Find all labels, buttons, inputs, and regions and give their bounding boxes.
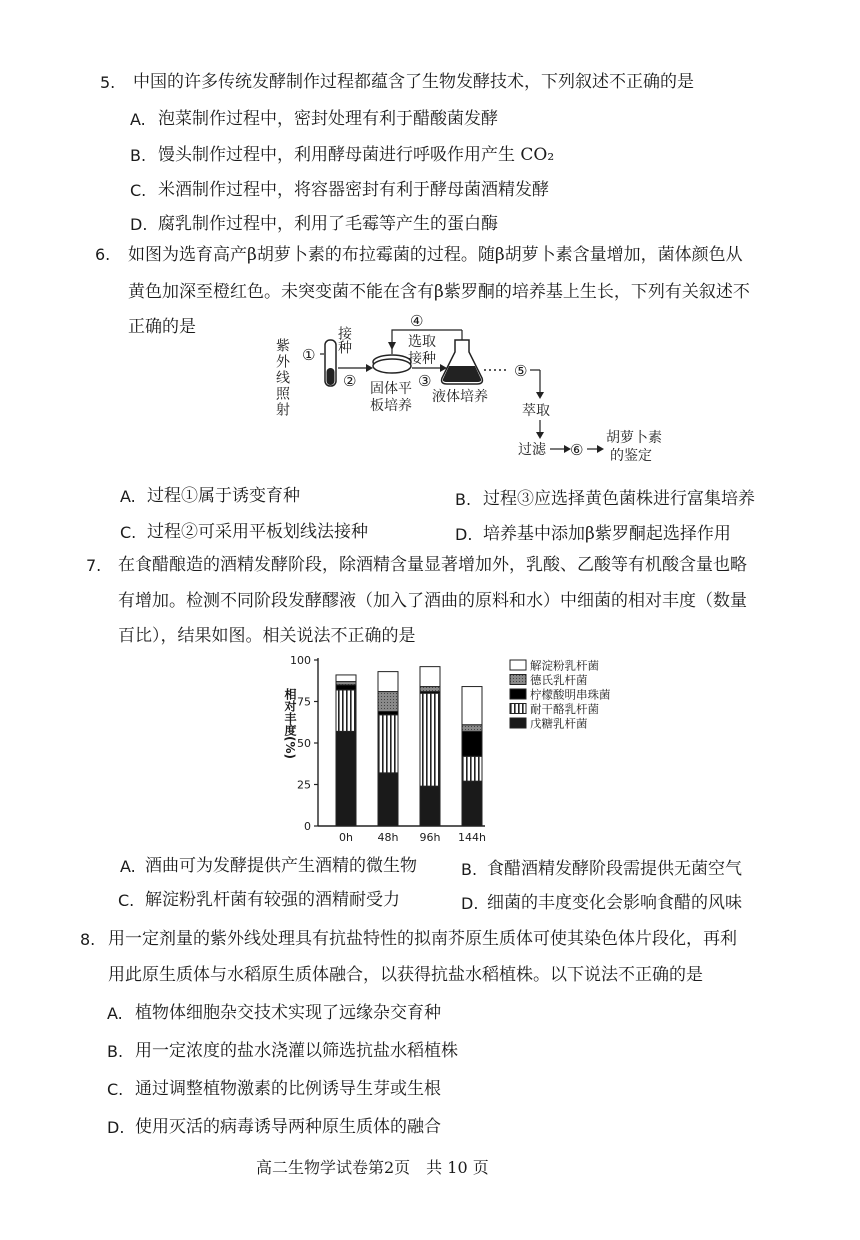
legend-swatch (510, 675, 526, 685)
carotene-label-line1: 胡萝卜素 (606, 430, 662, 446)
bar-segment (462, 756, 482, 781)
option-text: 过程①属于诱变育种 (147, 486, 300, 506)
step-1-label: ① (302, 346, 316, 364)
step-6-label: ⑥ (570, 441, 584, 459)
bar-segment (378, 715, 398, 773)
option-text: 过程③应选择黄色菌株进行富集培养 (483, 489, 755, 509)
bar-segment (462, 687, 482, 725)
petri-dish-icon (373, 355, 411, 373)
bar-segment (420, 687, 440, 692)
select-label-line2: 接种 (408, 351, 436, 367)
abundance-stacked-bar-chart (270, 648, 630, 846)
filter-label: 过滤 (518, 442, 546, 458)
bar-segment (462, 731, 482, 756)
question-stem: 中国的许多传统发酵制作过程都蕴含了生物发酵技术，下列叙述不正确的是 (133, 72, 694, 92)
legend-swatch (510, 689, 526, 699)
bar-segment (336, 731, 356, 826)
question-stem-line: 黄色加深至橙红色。未突变菌不能在含有β紫罗酮的培养基上生长，下列有关叙述不 (128, 282, 750, 302)
option-key: B. (130, 146, 147, 165)
question-number: 8. (80, 930, 96, 949)
legend-label: 戊糖乳杆菌 (530, 716, 588, 731)
option-text: 馒头制作过程中，利用酵母菌进行呼吸作用产生 CO₂ (158, 145, 555, 165)
question-stem-line: 正确的是 (128, 317, 196, 337)
uv-label: 紫外线照射 (274, 338, 290, 418)
bar-segment (378, 672, 398, 692)
legend-label: 德氏乳杆菌 (530, 673, 588, 687)
step-2-label: ② (343, 372, 357, 390)
page-footer: 高二生物学试卷第2页 共 10 页 (256, 1158, 489, 1177)
liquid-culture-label: 液体培养 (432, 389, 488, 405)
bar-segment (420, 786, 440, 826)
y-tick-label: 50 (297, 737, 311, 750)
step-4-label: ④ (410, 312, 424, 330)
legend-label: 耐干酪乳杆菌 (530, 702, 599, 716)
option-key: C. (107, 1080, 124, 1099)
option-text: 细菌的丰度变化会影响食醋的风味 (487, 893, 742, 913)
question-number: 7. (86, 556, 102, 575)
bar-segment (378, 773, 398, 826)
bar-segment (336, 685, 356, 690)
option-key: B. (461, 860, 478, 879)
x-tick-label: 0h (339, 831, 353, 844)
y-tick-label: 25 (297, 778, 311, 792)
inoculate-label: 接种 (336, 326, 352, 354)
y-axis-label: 相对丰度(%) (283, 688, 297, 759)
option-text: 用一定浓度的盐水浇灌以筛选抗盐水稻植株 (135, 1041, 458, 1061)
question-stem-line: 有增加。检测不同阶段发酵醪液（加入了酒曲的原料和水）中细菌的相对丰度（数量 (118, 591, 747, 611)
option-text: 培养基中添加β紫罗酮起选择作用 (483, 524, 731, 544)
bar-segment (336, 690, 356, 732)
option-text: 通过调整植物激素的比例诱导生芽或生根 (135, 1079, 441, 1099)
option-text: 过程②可采用平板划线法接种 (147, 522, 368, 542)
option-key: D. (461, 894, 479, 913)
legend-label: 柠檬酸明串珠菌 (530, 687, 611, 702)
option-key: A. (120, 857, 136, 876)
question-stem-line: 在食醋酿造的酒精发酵阶段，除酒精含量显著增加外，乳酸、乙酸等有机酸含量也略 (118, 555, 747, 575)
legend-swatch (510, 704, 526, 714)
option-key: D. (455, 525, 473, 544)
option-text: 食醋酒精发酵阶段需提供无菌空气 (487, 859, 742, 879)
question-stem-line: 如图为选育高产β胡萝卜素的布拉霉菌的过程。随β胡萝卜素含量增加，菌体颜色从 (128, 245, 743, 265)
option-text: 泡菜制作过程中，密封处理有利于醋酸菌发酵 (158, 109, 498, 129)
question-stem-line: 百比），结果如图。相关说法不正确的是 (118, 626, 416, 646)
option-key: A. (107, 1004, 123, 1023)
flask-icon (442, 340, 483, 384)
legend-swatch (510, 660, 526, 670)
selection-flow-diagram (270, 302, 670, 474)
legend-swatch (510, 718, 526, 728)
option-key: A. (120, 487, 136, 506)
plate-label-line2: 板培养 (370, 398, 412, 414)
x-tick-label: 144h (458, 831, 486, 844)
y-tick-label: 75 (297, 695, 311, 709)
option-key: D. (130, 215, 148, 234)
y-tick-label: 0 (304, 820, 311, 833)
extract-label: 萃取 (522, 403, 550, 419)
question-stem-line: 用一定剂量的紫外线处理具有抗盐特性的拟南芥原生质体可使其染色体片段化，再利 (108, 929, 737, 949)
bar-segment (462, 781, 482, 826)
bar-segment (336, 675, 356, 682)
bar-segment (420, 667, 440, 687)
x-tick-label: 48h (377, 831, 399, 844)
question-number: 6. (95, 245, 111, 264)
option-text: 解淀粉乳杆菌有较强的酒精耐受力 (145, 890, 400, 910)
option-text: 酒曲可为发酵提供产生酒精的微生物 (145, 856, 417, 876)
option-key: A. (130, 110, 146, 129)
test-tube-icon (325, 340, 336, 386)
option-key: C. (118, 891, 135, 910)
option-key: C. (130, 181, 147, 200)
option-text: 腐乳制作过程中，利用了毛霉等产生的蛋白酶 (158, 214, 498, 234)
step-3-label: ③ (418, 372, 432, 390)
option-key: C. (120, 523, 137, 542)
select-label-line1: 选取 (408, 334, 436, 350)
plate-label-line1: 固体平 (370, 381, 412, 397)
option-key: D. (107, 1118, 125, 1137)
legend-label: 解淀粉乳杆菌 (530, 658, 599, 673)
bar-segment (462, 725, 482, 732)
bar-segment (378, 692, 398, 712)
option-key: B. (107, 1042, 124, 1061)
option-key: B. (455, 490, 472, 509)
step-5-label: ⑤ (514, 362, 528, 380)
option-text: 米酒制作过程中，将容器密封有利于酵母菌酒精发酵 (158, 180, 549, 200)
option-text: 植物体细胞杂交技术实现了远缘杂交育种 (135, 1003, 441, 1023)
question-stem-line: 用此原生质体与水稻原生质体融合，以获得抗盐水稻植株。以下说法不正确的是 (108, 965, 703, 985)
x-tick-label: 96h (419, 831, 441, 844)
option-text: 使用灭活的病毒诱导两种原生质体的融合 (135, 1117, 441, 1137)
y-tick-label: 100 (290, 654, 311, 667)
bar-segment (420, 693, 440, 786)
question-number: 5. (100, 73, 116, 92)
carotene-label-line2: 的鉴定 (610, 448, 652, 464)
